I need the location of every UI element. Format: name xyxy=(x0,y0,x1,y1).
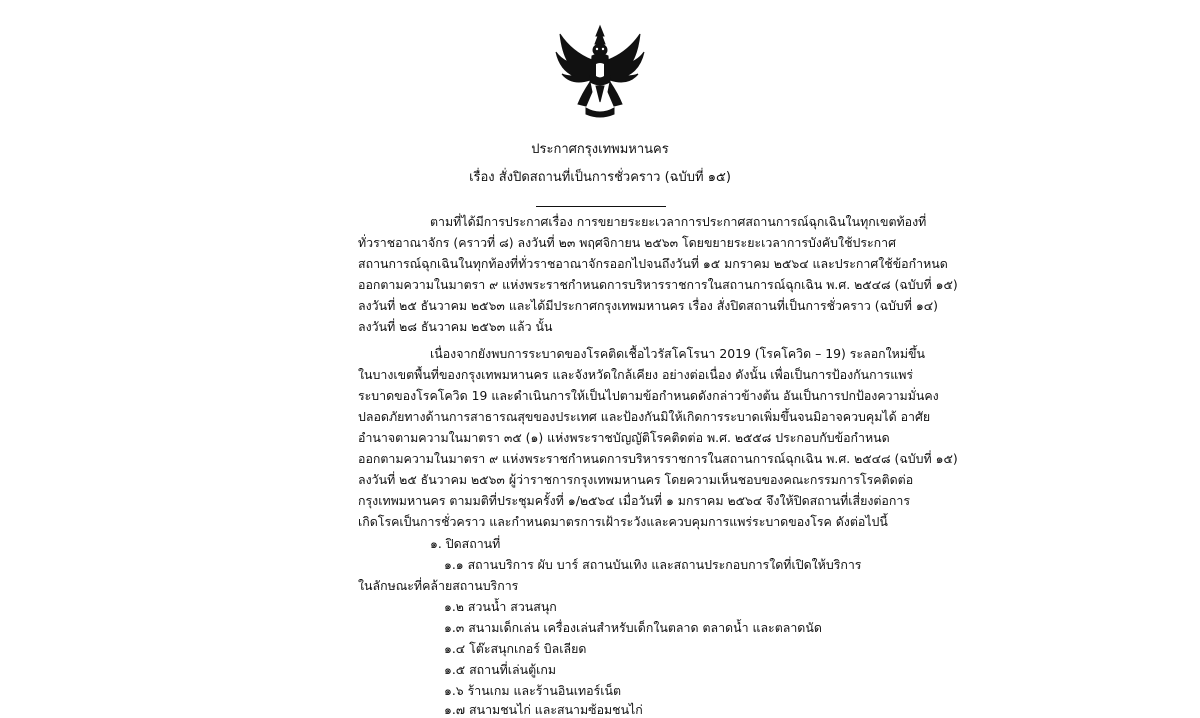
paragraph-2-line: ลงวันที่ ๒๕ ธันวาคม ๒๕๖๓ ผู้ว่าราชการกรุงเทพมหานคร โดยความเห็นชอบของคณะกรรมการโรคติดต่อ xyxy=(358,472,914,487)
paragraph-2-line: เกิดโรคเป็นการชั่วคราว และกำหนดมาตรการเฝ้าระวังและควบคุมการแพร่ระบาดของโรค ดังต่อไปนี้ xyxy=(358,514,888,529)
paragraph-1-line: ตามที่ได้มีการประกาศเรื่อง การขยายระยะเวลาการประกาศสถานการณ์ฉุกเฉินในทุกเขตท้องที่ xyxy=(430,214,927,229)
paragraph-2-line: ระบาดของโรคโควิด 19 และดำเนินการให้เป็นไปตามข้อกำหนดดังกล่าวข้างต้น อันเป็นการปกป้องความมั่นคง xyxy=(358,388,939,403)
list-item-continuation: ในลักษณะที่คล้ายสถานบริการ xyxy=(358,578,519,593)
paragraph-1-line: ลงวันที่ ๒๕ ธันวาคม ๒๕๖๓ และได้มีประกาศกรุงเทพมหานคร เรื่อง สั่งปิดสถานที่เป็นการชั่วคราว (ฉบับที่ ๑๔) xyxy=(358,298,938,313)
section-1-heading: ๑. ปิดสถานที่ xyxy=(430,536,501,551)
paragraph-1-line: สถานการณ์ฉุกเฉินในทุกท้องที่ทั่วราชอาณาจักรออกไปจนถึงวันที่ ๑๕ มกราคม ๒๕๖๔ และประกาศใช้ข้อกำหนด xyxy=(358,256,948,271)
paragraph-2-line: อำนาจตามความในมาตรา ๓๕ (๑) แห่งพระราชบัญญัติโรคติดต่อ พ.ศ. ๒๕๕๘ ประกอบกับข้อกำหนด xyxy=(358,430,890,445)
paragraph-1-line: ออกตามความในมาตรา ๙ แห่งพระราชกำหนดการบริหารราชการในสถานการณ์ฉุกเฉิน พ.ศ. ๒๕๔๘ (ฉบับที่ ๑๕) xyxy=(358,277,958,292)
list-item: ๑.๓ สนามเด็กเล่น เครื่องเล่นสำหรับเด็กในตลาด ตลาดน้ำ และตลาดนัด xyxy=(444,620,822,635)
paragraph-2-line: ออกตามความในมาตรา ๙ แห่งพระราชกำหนดการบริหารราชการในสถานการณ์ฉุกเฉิน พ.ศ. ๒๕๔๘ (ฉบับที่ ๑๕) xyxy=(358,451,958,466)
list-item: ๑.๒ สวนน้ำ สวนสนุก xyxy=(444,599,557,614)
paragraph-2-line: กรุงเทพมหานคร ตามมติที่ประชุมครั้งที่ ๑/๒๕๖๔ เมื่อวันที่ ๑ มกราคม ๒๕๖๔ จึงให้ปิดสถานที่เสี่ยงต่อการ xyxy=(358,493,910,508)
announcement-title: ประกาศกรุงเทพมหานคร xyxy=(531,142,669,157)
list-item: ๑.๗ สนามชนไก่ และสนามซ้อมชนไก่ xyxy=(444,702,643,717)
list-item: ๑.๕ สถานที่เล่นตู้เกม xyxy=(444,662,557,677)
list-item: ๑.๔ โต๊ะสนุกเกอร์ บิลเลียด xyxy=(444,641,587,656)
list-item: ๑.๖ ร้านเกม และร้านอินเทอร์เน็ต xyxy=(444,683,622,698)
paragraph-1-line: ทั่วราชอาณาจักร (คราวที่ ๘) ลงวันที่ ๒๓ พฤศจิกายน ๒๕๖๓ โดยขยายระยะเวลาการบังคับใช้ประกาศ xyxy=(358,235,897,250)
paragraph-2-line: ในบางเขตพื้นที่ของกรุงเทพมหานคร และจังหวัดใกล้เคียง อย่างต่อเนื่อง ดังนั้น เพื่อเป็นการป้องกันการแพร่ xyxy=(358,367,914,382)
announcement-subject: เรื่อง สั่งปิดสถานที่เป็นการชั่วคราว (ฉบับที่ ๑๕) xyxy=(469,170,731,185)
paragraph-2-line: เนื่องจากยังพบการระบาดของโรคติดเชื้อไวรัสโคโรนา 2019 (โรคโควิด – 19) ระลอกใหม่ขึ้น xyxy=(430,346,925,361)
title-divider xyxy=(536,206,666,207)
paragraph-2-line: ปลอดภัยทางด้านการสาธารณสุขของประเทศ และป้องกันมิให้เกิดการระบาดเพิ่มขึ้นจนมิอาจควบคุมได้ อาศัย xyxy=(358,409,931,424)
garuda-emblem-icon xyxy=(552,22,648,122)
list-item: ๑.๑ สถานบริการ ผับ บาร์ สถานบันเทิง และสถานประกอบการใดที่เปิดให้บริการ xyxy=(444,557,862,572)
paragraph-1-line: ลงวันที่ ๒๘ ธันวาคม ๒๕๖๓ แล้ว นั้น xyxy=(358,319,553,334)
